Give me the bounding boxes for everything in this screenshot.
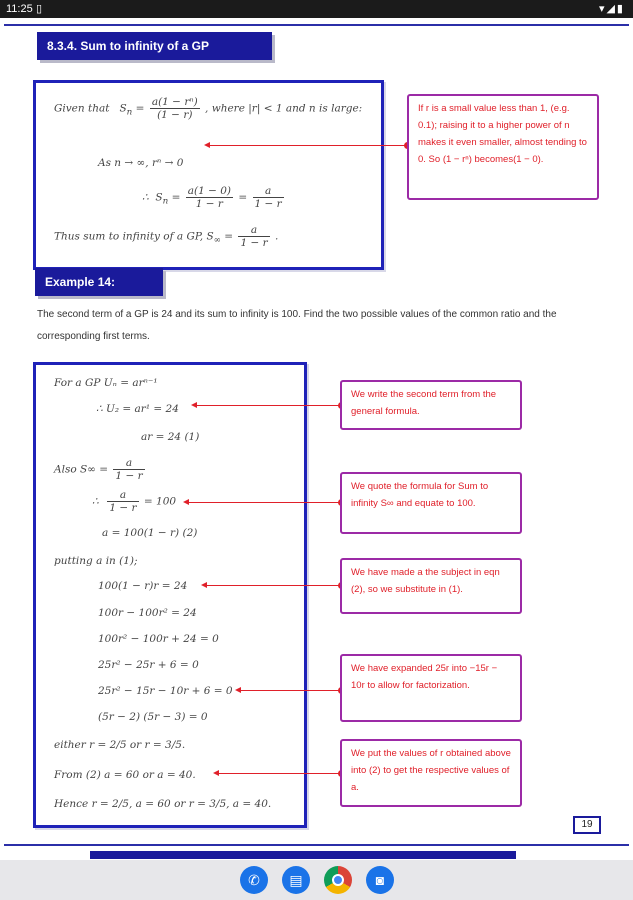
arrow-note-4 [240, 690, 342, 691]
solution-line-1: For a GP Uₙ = arⁿ⁻¹ [54, 377, 158, 389]
status-icons: ▾◢▮ [598, 3, 625, 15]
solution-line-14: either r = 2/5 or r = 3/5. [54, 739, 186, 751]
arrow-note-1 [196, 405, 342, 406]
arrow-note-3 [206, 585, 342, 586]
solution-line-8: 100(1 − r)r = 24 [98, 580, 188, 592]
app-dock [0, 860, 633, 900]
solution-line-13: (5r − 2) (5r − 3) = 0 [98, 711, 208, 723]
conclusion-line: Thus sum to infinity of a GP, $S_\infty$ = $\frac{a}{1 - r}$ . [54, 224, 279, 249]
document-page [0, 18, 633, 860]
solution-line-16: Hence r = 2/5, a = 60 or r = 3/5, a = 40. [54, 798, 272, 810]
arrow-note-2 [188, 502, 342, 503]
problem-statement: The second term of a GP is 24 and its sum to infinity is 100. Find the two possible values of the common ratio and the corresponding first terms. [37, 309, 557, 342]
solution-box [33, 362, 307, 828]
arrow-limit [209, 145, 408, 146]
substitution-line: ∴ $S_n$ = $\frac{a(1 - 0)}{1 - r}$ = $\frac{a}{1 - r}$ [142, 185, 282, 210]
solution-line-15: From (2) a = 60 or a = 40. [54, 769, 196, 781]
camera-icon[interactable]: ◙ [366, 866, 394, 894]
example-title: Example 14: [35, 268, 163, 296]
solution-line-2: ∴ U₂ = ar¹ = 24 [96, 403, 179, 415]
page-footer-band [90, 851, 516, 859]
given-line: Given that $S_n$ = $\frac{\text{a(1 − rⁿ)}}{(1 - r)}$ , where |r| < 1 and n is large: [54, 96, 363, 121]
solution-line-9: 100r − 100r² = 24 [98, 607, 197, 619]
sim-card-icon: ▯ [36, 3, 43, 15]
limit-line: As n → ∞, rⁿ → 0 [98, 157, 184, 169]
page-frame-top [4, 24, 629, 26]
solution-line-10: 100r² − 100r + 24 = 0 [98, 633, 219, 645]
section-title: 8.3.4. Sum to infinity of a GP [37, 32, 272, 60]
note-limit-explanation: If r is a small value less than 1, (e.g. 0.1); raising it to a higher power of n makes it even smaller, almost tending to 0. So (1 − rⁿ) becomes(1 − 0). [407, 94, 599, 200]
phone-icon[interactable]: ✆ [240, 866, 268, 894]
formula-box [33, 80, 384, 270]
solution-line-4: Also S∞ = $\frac{a}{1 - r}$ [54, 457, 143, 482]
solution-line-3: ar = 24 (1) [141, 431, 200, 443]
status-bar [0, 0, 633, 18]
solution-line-5: ∴ $\frac{a}{1 - r}$ = 100 [92, 489, 177, 514]
page-frame-bottom [4, 844, 629, 846]
solution-line-7: putting a in (1); [54, 555, 138, 567]
clock: 11:25 [6, 3, 33, 15]
solution-line-12: 25r² − 15r − 10r + 6 = 0 [98, 685, 233, 697]
note-expansion: We have expanded 25r into −15r − 10r to allow for factorization. [340, 654, 522, 722]
solution-line-6: a = 100(1 − r) (2) [102, 527, 198, 539]
chrome-icon[interactable] [324, 866, 352, 894]
solution-line-11: 25r² − 25r + 6 = 0 [98, 659, 199, 671]
note-respective-values: We put the values of r obtained above into (2) to get the respective values of a. [340, 739, 522, 807]
note-sum-to-infinity: We quote the formula for Sum to infinity S∞ and equate to 100. [340, 472, 522, 534]
messages-icon[interactable]: ▤ [282, 866, 310, 894]
arrow-note-5 [218, 773, 342, 774]
note-substitution: We have made a the subject in eqn (2), so we substitute in (1). [340, 558, 522, 614]
page-number: 19 [573, 816, 601, 834]
note-second-term: We write the second term from the general formula. [340, 380, 522, 430]
